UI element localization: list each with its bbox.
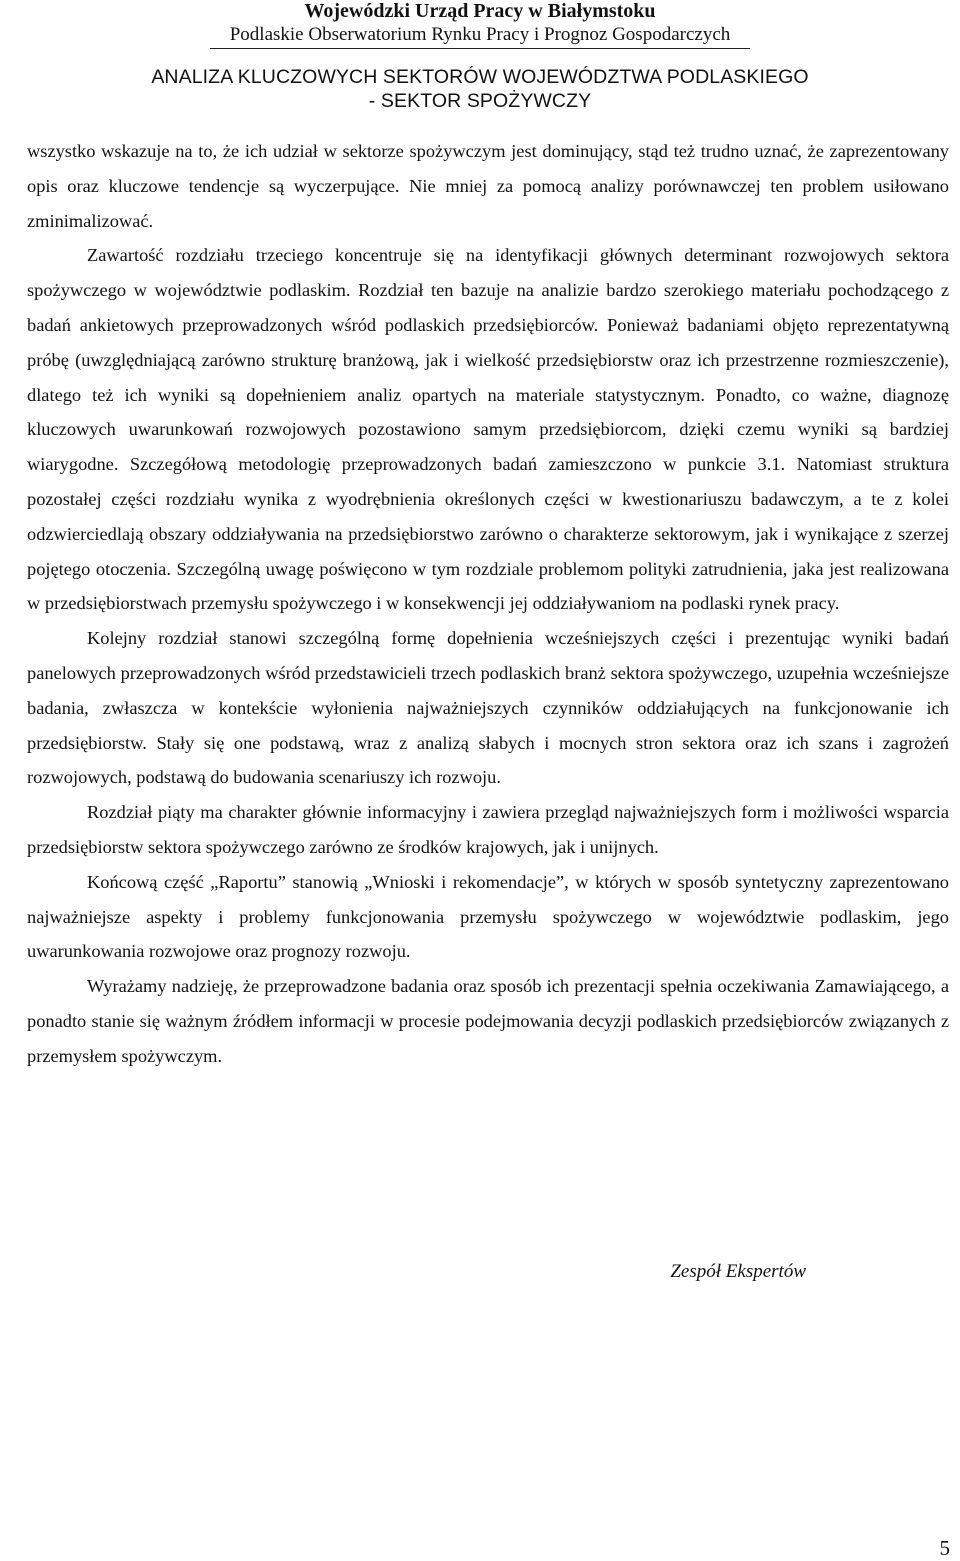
page-number: 5 [939, 1536, 950, 1560]
document-body [27, 134, 949, 1074]
paragraph-continuation: wszystko wskazuje na to, że ich udział w sektorze spożywczym jest dominujący, stąd też trudno uznać, że zaprezentowany opis oraz kluczowe tendencje są wyczerpujące. Nie mniej za pomocą analizy porównawczej ten problem usiłowano zminimalizować. [27, 141, 949, 231]
paragraph-chapter-four: Kolejny rozdział stanowi szczególną formę dopełnienia wcześniejszych części i prezentując wyniki badań panelowych przeprowadzonych wśród przedstawicieli trzech podlaskich branż sektora spożywczego, uzupełnia wcześniejsze badania, zwłaszcza w kontekście wyłonienia najważniejszych czynników oddziałujących na funkcjonowanie ich przedsiębiorstw. Stały się one podstawą, wraz z analizą słabych i mocnych stron sektora oraz ich szans i zagrożeń rozwojowych, podstawą do budowania scenariuszy ich rozwoju. [27, 628, 949, 788]
page-header [0, 0, 960, 113]
header-divider [210, 48, 750, 49]
paragraph-closing: Wyrażamy nadzieję, że przeprowadzone badania oraz sposób ich prezentacji spełnia oczekiwania Zamawiającego, a ponadto stanie się ważnym źródłem informacji w procesie podejmowania decyzji podlaskich przedsiębiorców związanych z przemysłem spożywczym. [27, 976, 949, 1066]
paragraph-conclusions: Końcową część „Raportu” stanowią „Wnioski i rekomendacje”, w których w sposób syntetyczny zaprezentowano najważniejsze aspekty i problemy funkcjonowania przemysłu spożywczego w województwie podlaskim, jego uwarunkowania rozwojowe oraz prognozy rozwoju. [27, 871, 949, 962]
report-title-line-2: - SEKTOR SPOŻYWCZY [368, 90, 592, 112]
observatory-name: Podlaskie Obserwatorium Rynku Pracy i Prognoz Gospodarczych [229, 24, 731, 45]
paragraph-chapter-three: Zawartość rozdziału trzeciego koncentruje się na identyfikacji głównych determinant rozwojowych sektora spożywczego w województwie podlaskim. Rozdział ten bazuje na analizie bardzo szerokiego materiału pochodzącego z badań ankietowych przeprowadzonych wśród podlaskich przedsiębiorców. Ponieważ badaniami objęto reprezentatywną próbę (uwzględniającą zarówno strukturę branżową, jak i wielkość przedsiębiorstw oraz ich przestrzenne rozmieszczenie), dlatego też ich wyniki są dopełnieniem analiz opartych na materiale statystycznym. Ponadto, co ważne, diagnozę kluczowych uwarunkowań rozwojowych pozostawiono samym przedsiębiorcom, dzięki czemu wyniki są bardziej wiarygodne. Szczegółową metodologię przeprowadzonych badań zamieszczono w punkcie 3.1. Natomiast struktura pozostałej części rozdziału wynika z wyodrębnienia określonych części w kwestionariuszu badawczym, a te z kolei odzwierciedlają obszary oddziaływania na przedsiębiorstwo zarówno o charakterze sektorowym, jak i wynikające z szerzej pojętego otoczenia. Szczególną uwagę poświęcono w tym rozdziale problemom polityki zatrudnienia, jaka jest realizowana w przedsiębiorstwach przemysłu spożywczego i w konsekwencji jej oddziaływaniom na podlaski rynek pracy. [27, 245, 949, 614]
organization-name: Wojewódzki Urząd Pracy w Białymstoku [304, 0, 656, 22]
report-title-line-1: ANALIZA KLUCZOWYCH SEKTORÓW WOJEWÓDZTWA PODLASKIEGO [151, 66, 809, 88]
paragraph-chapter-five: Rozdział piąty ma charakter głównie informacyjny i zawiera przegląd najważniejszych form i możliwości wsparcia przedsiębiorstw sektora spożywczego zarówno ze środków krajowych, jak i unijnych. [27, 802, 949, 857]
signature: Zespół Ekspertów [670, 1261, 806, 1282]
